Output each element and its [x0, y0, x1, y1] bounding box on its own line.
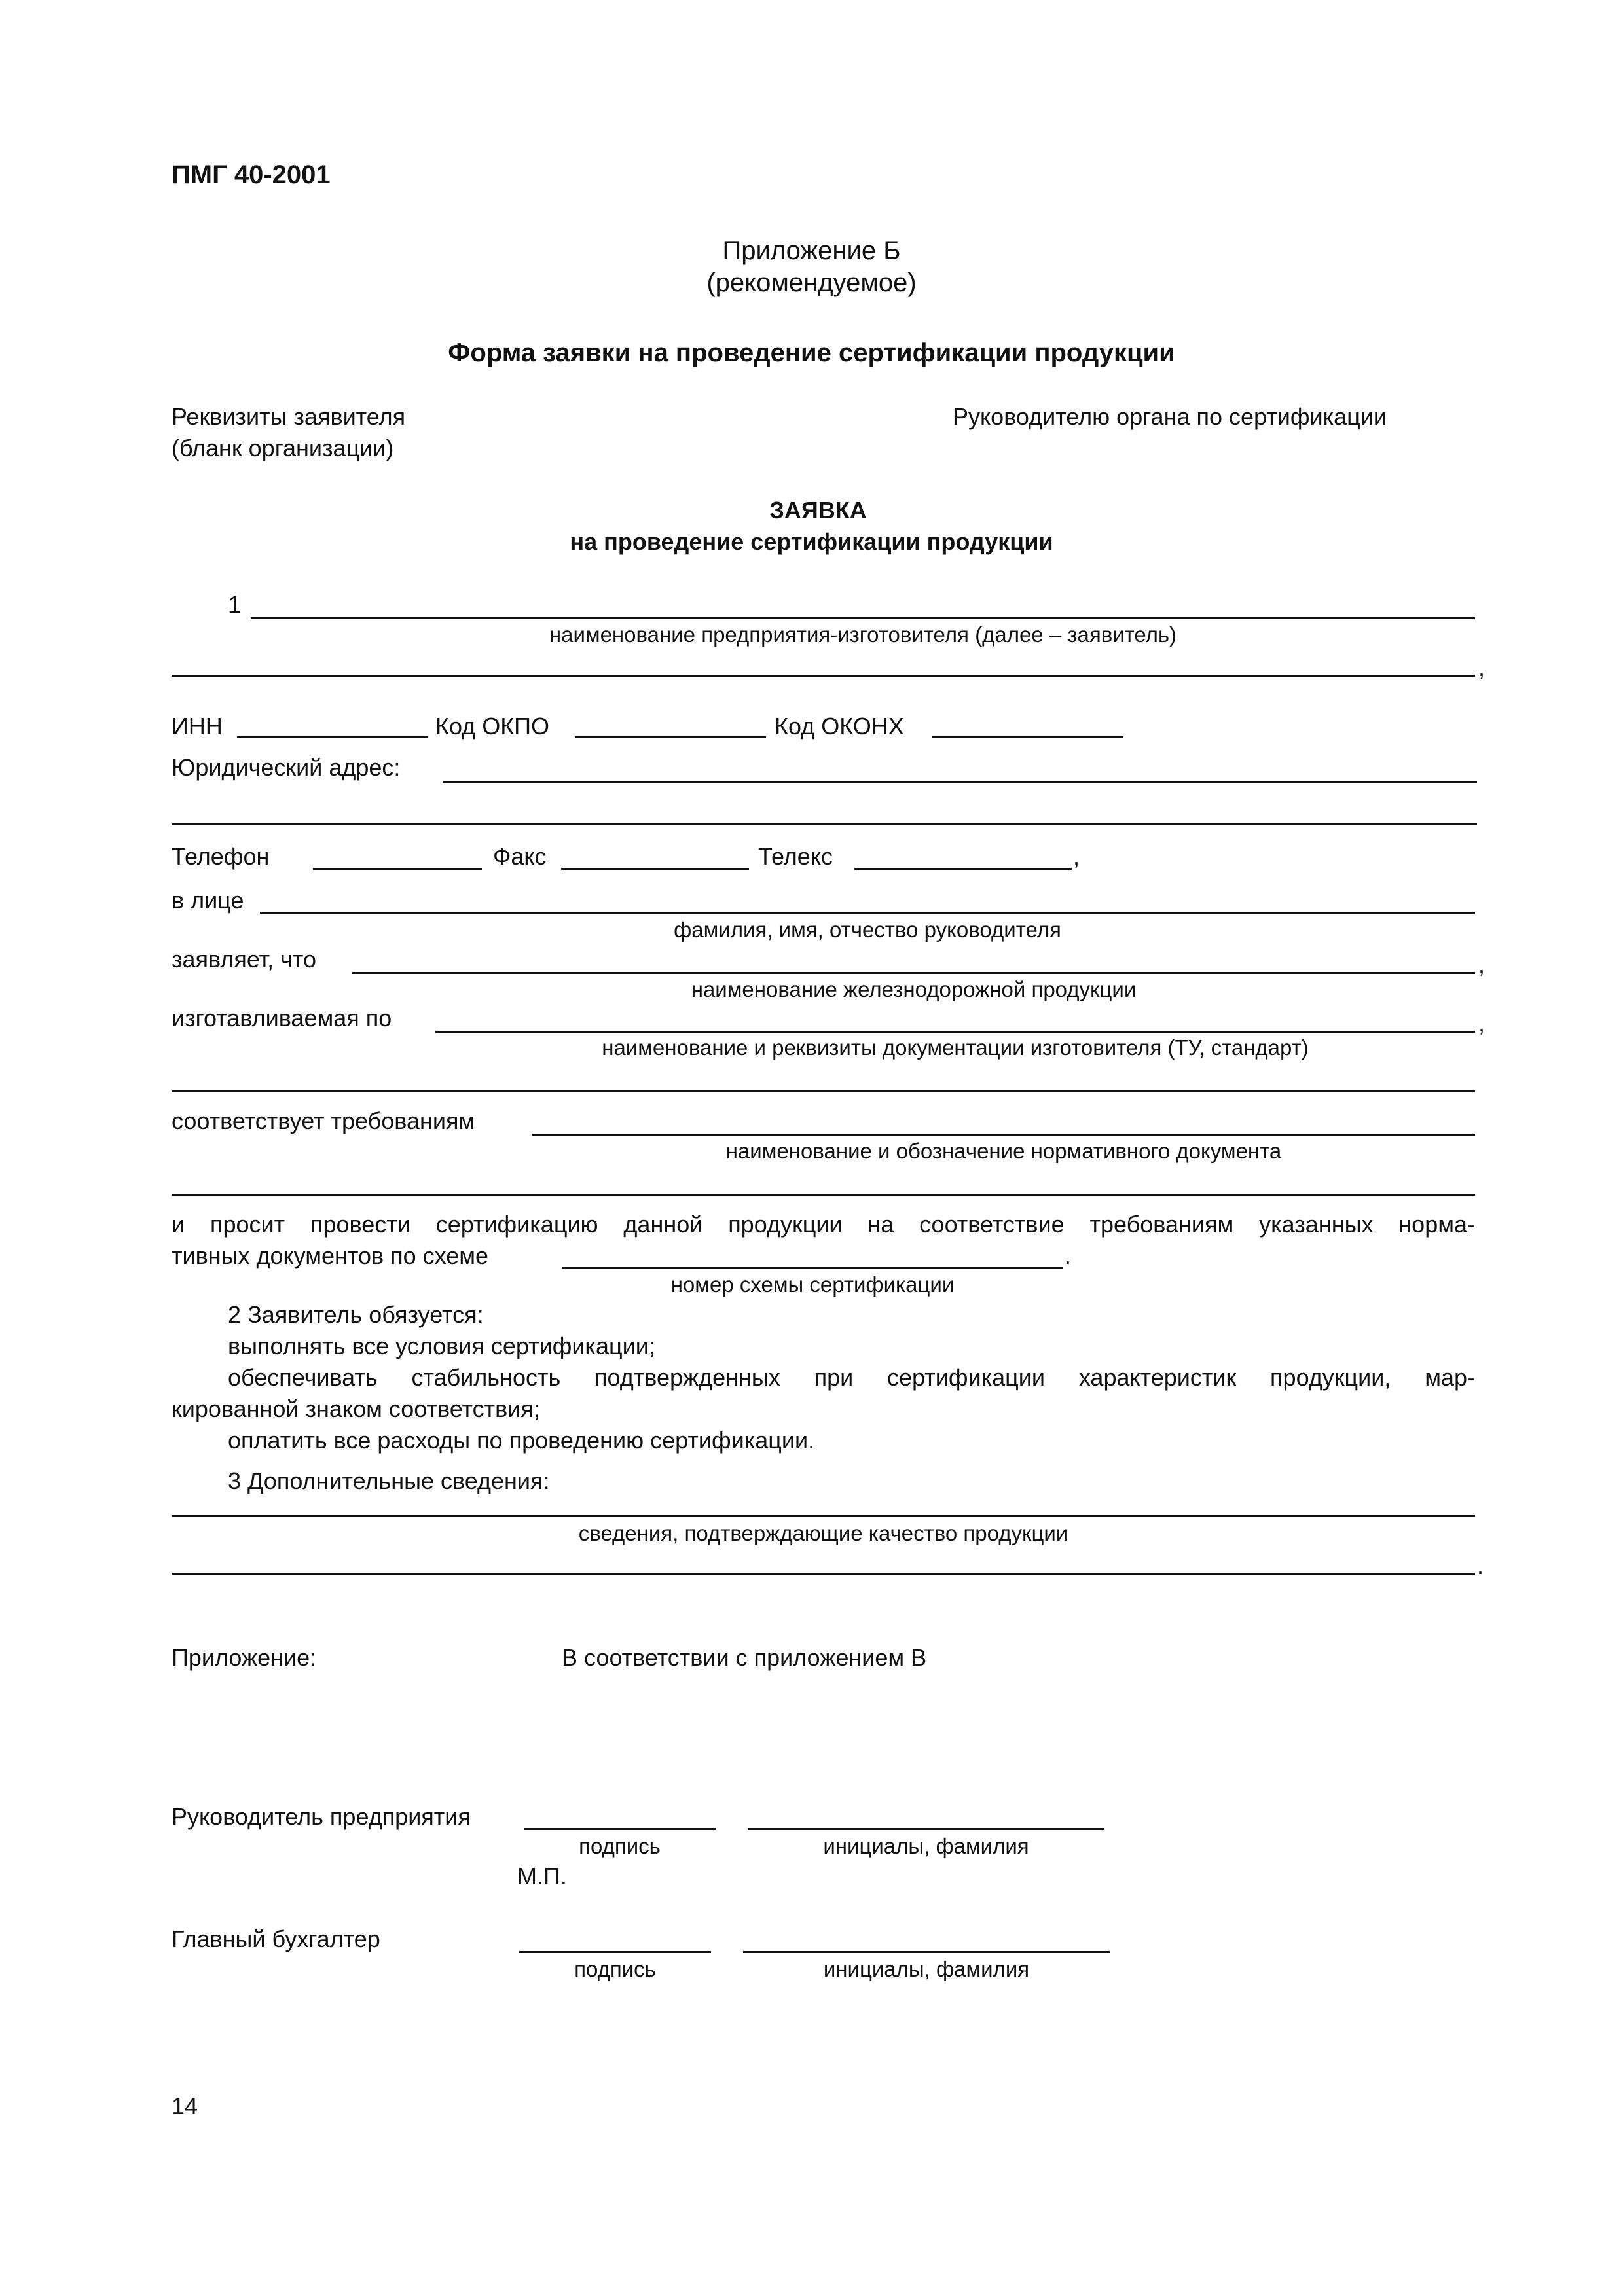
- accountant-signature-field[interactable]: [519, 1951, 711, 1953]
- person-label: в лице: [172, 887, 244, 914]
- comma: ,: [1478, 1010, 1486, 1037]
- documentation-caption: наименование и реквизиты документации изготовителя (ТУ, стандарт): [602, 1035, 1309, 1060]
- product-field[interactable]: [352, 972, 1475, 974]
- phone-field[interactable]: [313, 868, 482, 870]
- page-number: 14: [172, 2092, 198, 2119]
- scheme-caption: номер схемы сертификации: [670, 1272, 955, 1297]
- complies-label: соответствует требованиям: [172, 1107, 475, 1134]
- obligation-item-2-line-1: обеспечивать стабильность подтвержденных при сертификации характеристик продукции, мар-: [228, 1364, 1475, 1391]
- manufacturer-name-line[interactable]: [251, 617, 1475, 619]
- applicant-details-label: Реквизиты заявителя: [172, 403, 406, 430]
- obligation-item-3: оплатить все расходы по проведению сертификации.: [228, 1427, 815, 1454]
- attachment-label: Приложение:: [172, 1644, 317, 1671]
- declares-label: заявляет, что: [172, 946, 317, 973]
- obligations-heading: 2 Заявитель обязуется:: [228, 1301, 484, 1328]
- okpo-label: Код ОКПО: [435, 713, 550, 740]
- additional-info-field-2[interactable]: [172, 1573, 1475, 1575]
- manufacturer-name-line-2[interactable]: [172, 675, 1475, 677]
- obligation-item-1: выполнять все условия сертификации;: [228, 1333, 655, 1359]
- additional-info-field[interactable]: [172, 1515, 1475, 1517]
- comma: ,: [1478, 655, 1486, 681]
- inn-field[interactable]: [237, 736, 428, 738]
- legal-address-label: Юридический адрес:: [172, 754, 401, 781]
- head-signature-field[interactable]: [524, 1828, 716, 1830]
- okpo-field[interactable]: [575, 736, 766, 738]
- attachment-value: В соответствии с приложением В: [562, 1644, 927, 1671]
- head-name-caption: инициалы, фамилия: [823, 1834, 1029, 1858]
- fax-label: Факс: [493, 843, 547, 870]
- product-caption: наименование железнодорожной продукции: [691, 977, 1137, 1001]
- telex-field[interactable]: [854, 868, 1072, 870]
- doc-code: ПМГ 40-2001: [172, 160, 331, 189]
- recipient-label: Руководителю органа по сертификации: [953, 403, 1387, 430]
- fax-field[interactable]: [561, 868, 749, 870]
- applicant-letterhead-label: (бланк организации): [172, 435, 394, 461]
- additional-info-caption: сведения, подтверждающие качество продукции: [578, 1521, 1068, 1545]
- stamp-label: М.П.: [517, 1863, 567, 1890]
- comma: ,: [1073, 843, 1080, 870]
- head-name-field[interactable]: [748, 1828, 1104, 1830]
- appendix-title: Приложение Б: [722, 236, 901, 265]
- scheme-field[interactable]: [562, 1267, 1063, 1269]
- inn-label: ИНН: [172, 713, 223, 740]
- head-label: Руководитель предприятия: [172, 1803, 471, 1830]
- okonh-label: Код ОКОНХ: [775, 713, 904, 740]
- normative-caption: наименование и обозначение нормативного документа: [725, 1139, 1282, 1163]
- manufactured-label: изготавливаемая по: [172, 1005, 392, 1031]
- accountant-signature-caption: подпись: [574, 1957, 656, 1981]
- period: .: [1477, 1552, 1484, 1579]
- manufacturer-name-caption: наименование предприятия-изготовителя (далее – заявитель): [549, 622, 1177, 647]
- okonh-field[interactable]: [932, 736, 1123, 738]
- comma: ,: [1478, 951, 1486, 978]
- appendix-subtitle: (рекомендуемое): [706, 268, 917, 297]
- period: .: [1065, 1242, 1072, 1269]
- person-field[interactable]: [260, 912, 1475, 914]
- head-signature-caption: подпись: [579, 1834, 661, 1858]
- documentation-field-2[interactable]: [172, 1090, 1475, 1092]
- request-line-1: и просит провести сертификацию данной продукции на соответствие требованиям указанных норма-: [172, 1211, 1475, 1238]
- telex-label: Телекс: [758, 843, 833, 870]
- normative-field[interactable]: [532, 1134, 1475, 1136]
- form-title: Форма заявки на проведение сертификации продукции: [448, 338, 1175, 367]
- request-line-2: тивных документов по схеме: [172, 1242, 489, 1269]
- additional-heading: 3 Дополнительные сведения:: [228, 1467, 550, 1494]
- phone-label: Телефон: [172, 843, 270, 870]
- accountant-name-caption: инициалы, фамилия: [823, 1957, 1030, 1981]
- application-subtitle: на проведение сертификации продукции: [570, 528, 1053, 555]
- legal-address-field[interactable]: [443, 781, 1477, 783]
- obligation-item-2-line-2: кированной знаком соответствия;: [172, 1395, 540, 1422]
- item-number-1: 1: [228, 591, 242, 618]
- accountant-name-field[interactable]: [743, 1951, 1110, 1953]
- accountant-label: Главный бухгалтер: [172, 1926, 380, 1952]
- person-caption: фамилия, имя, отчество руководителя: [674, 918, 1061, 942]
- normative-field-2[interactable]: [172, 1194, 1475, 1196]
- application-title: ЗАЯВКА: [769, 497, 867, 524]
- legal-address-field-2[interactable]: [172, 823, 1477, 825]
- documentation-field[interactable]: [435, 1031, 1475, 1033]
